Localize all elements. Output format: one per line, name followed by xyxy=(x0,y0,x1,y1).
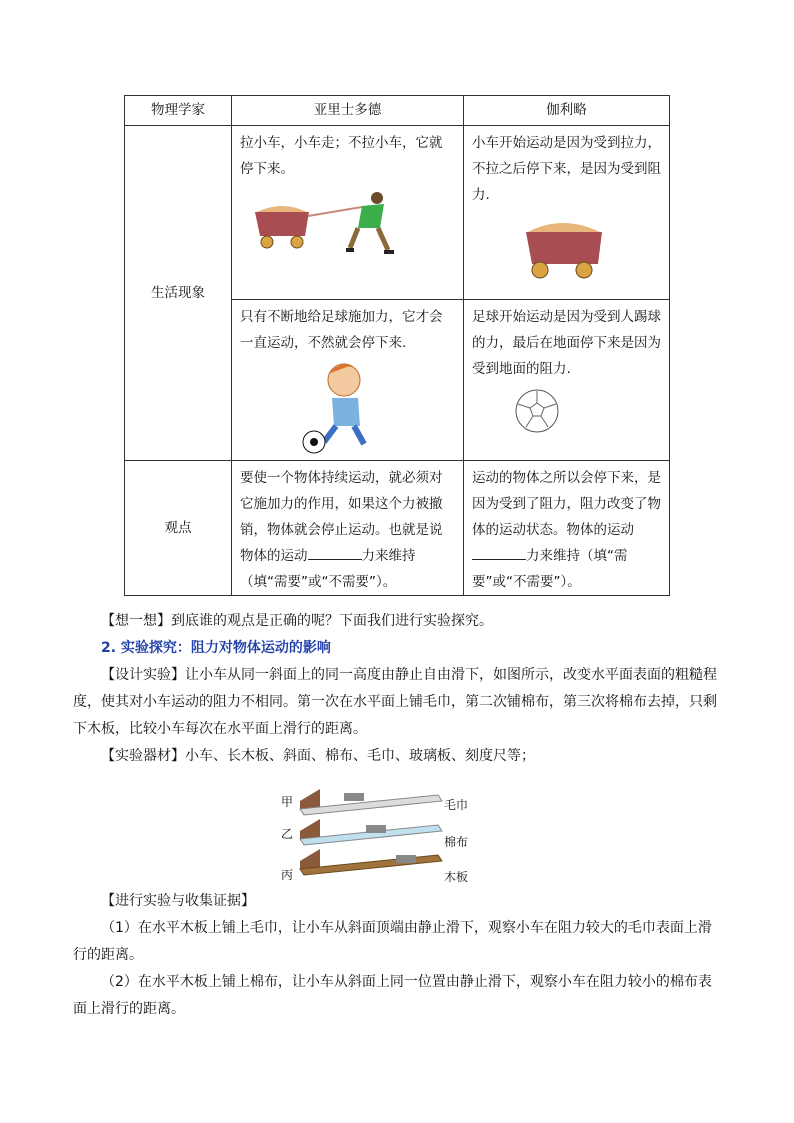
experiment-figure xyxy=(280,787,480,887)
table-row-cart xyxy=(125,126,670,300)
figure-row-label: 甲 xyxy=(281,795,294,809)
procedure-title: 【进行实验与收集证据】 xyxy=(101,893,255,909)
cell-aristotle-ball xyxy=(232,300,464,461)
aristotle-cart-text: 拉小车，小车走；不拉小车，它就停下来。 xyxy=(240,135,443,177)
step-1: （1）在水平木板上铺上毛巾，让小车从斜面顶端由静止滑下，观察小车在阻力较大的毛巾表面上滑行的距离。 xyxy=(73,920,712,963)
galileo-ball-text: 足球开始运动是因为受到人踢球的力，最后在地面停下来是因为受到地面的阻力. xyxy=(472,309,661,377)
cart-illustration xyxy=(464,208,669,298)
comparison-table xyxy=(124,95,670,596)
galileo-answer-blank[interactable] xyxy=(472,545,526,560)
figure-row-label: 丙 xyxy=(281,868,294,882)
aristotle-viewpoint-post: 力来维持（填“需要”或“不需要”）。 xyxy=(240,548,416,590)
header-aristotle: 亚里士多德 xyxy=(232,96,464,126)
step-2: （2）在水平木板上铺上棉布，让小车从斜面上同一位置由静止滑下，观察小车在阻力较小的棉布表面上滑行的距离。 xyxy=(73,974,712,1017)
galileo-viewpoint-text xyxy=(464,461,669,595)
boy-kicking-ball-illustration xyxy=(232,356,463,456)
galileo-viewpoint-post: 力来维持（填“需要”或“不需要”）。 xyxy=(472,548,628,590)
aristotle-viewpoint-pre: 要使一个物体持续运动，就必须对它施加力的作用，如果这个力被撤销，物体就会停止运动。也就是说物体的运动 xyxy=(240,470,443,564)
figure-surface-label: 毛巾 xyxy=(444,798,469,812)
header-galileo: 伽利略 xyxy=(464,96,670,126)
figure-row-label: 乙 xyxy=(281,827,294,841)
galileo-cart-text: 小车开始运动是因为受到拉力，不拉之后停下来，是因为受到阻力. xyxy=(472,135,661,203)
header-physicist: 物理学家 xyxy=(125,96,232,126)
section-heading: 2. 实验探究：阻力对物体运动的影响 xyxy=(101,640,331,656)
soccer-ball-illustration xyxy=(464,382,669,442)
think-paragraph: 【想一想】到底谁的观点是正确的呢？下面我们进行实验探究。 xyxy=(101,613,493,629)
aristotle-viewpoint-text xyxy=(232,461,463,595)
figure-surface-label: 棉布 xyxy=(444,835,469,849)
design-paragraph: 【设计实验】让小车从同一斜面上的同一高度由静止自由滑下，如图所示，改变水平面表面的粗糙程度，使其对小车运动的阻力不相同。第一次在水平面上铺毛巾，第二次铺棉布，第三次将棉布去掉，只剩下木板，比较小车每次在水平面上滑行的距离。 xyxy=(73,667,717,737)
row-label-phenomena: 生活现象 xyxy=(125,126,232,461)
cell-galileo-ball xyxy=(464,300,670,461)
galileo-viewpoint-pre: 运动的物体之所以会停下来，是因为受到了阻力，阻力改变了物体的运动状态。物体的运动 xyxy=(472,470,661,538)
cell-galileo-viewpoint xyxy=(464,461,670,596)
boy-pulling-cart-illustration xyxy=(232,182,463,272)
row-label-viewpoint: 观点 xyxy=(125,461,232,596)
figure-surface-label: 木板 xyxy=(444,870,469,884)
equipment-paragraph: 【实验器材】小车、长木板、斜面、棉布、毛巾、玻璃板、刻度尺等； xyxy=(101,748,535,764)
cell-aristotle-viewpoint xyxy=(232,461,464,596)
aristotle-ball-text: 只有不断地给足球施加力，它才会一直运动，不然就会停下来. xyxy=(240,309,443,351)
aristotle-answer-blank[interactable] xyxy=(308,545,362,560)
cell-aristotle-cart xyxy=(232,126,464,300)
table-row-viewpoint xyxy=(125,461,670,596)
cell-galileo-cart xyxy=(464,126,670,300)
table-header-row xyxy=(125,96,670,126)
